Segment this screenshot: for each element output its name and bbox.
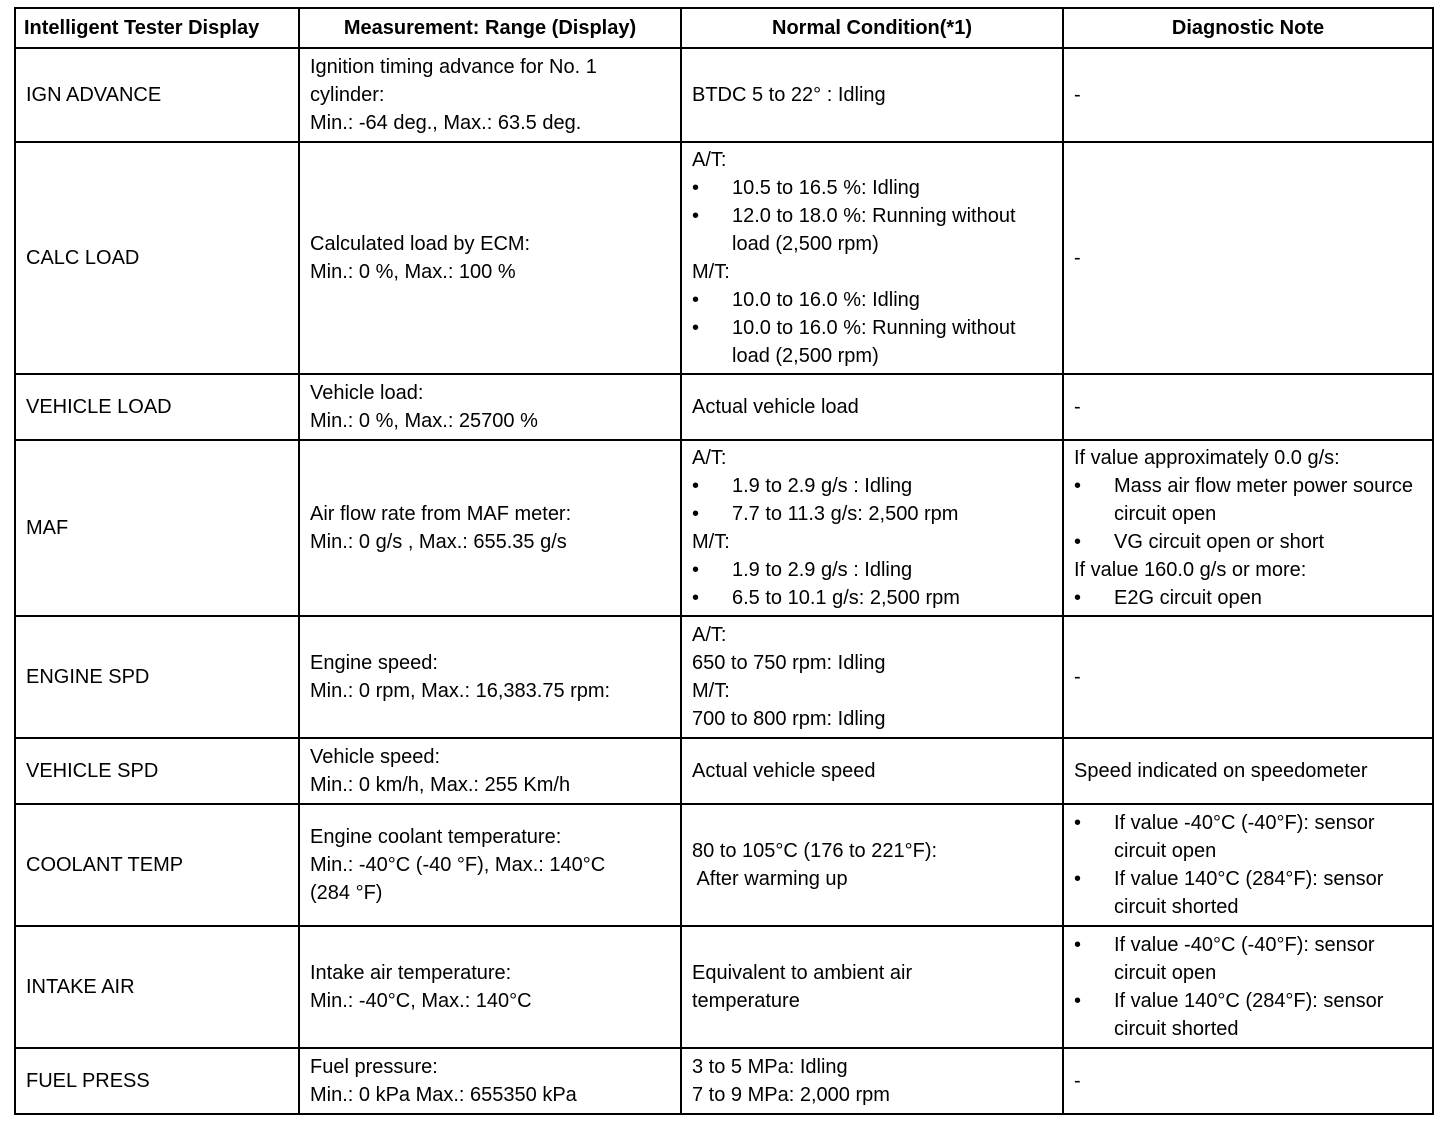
text-line: Equivalent to ambient air bbox=[692, 962, 913, 984]
note-cell bbox=[1063, 48, 1433, 142]
table-row bbox=[15, 738, 1433, 804]
display-cell: FUEL PRESS bbox=[15, 1048, 299, 1114]
bullet-item: • 1.9 to 2.9 g/s : Idling bbox=[692, 556, 1052, 584]
table-row bbox=[15, 804, 1433, 926]
range-cell bbox=[299, 926, 681, 1048]
bullet-item: • 10.0 to 16.0 %: Running without load (2,500 rpm) bbox=[692, 314, 1052, 370]
text-line: M/T: bbox=[692, 680, 730, 702]
display-cell: CALC LOAD bbox=[15, 142, 299, 374]
text-line: M/T: bbox=[692, 261, 730, 283]
bullet-item: • If value -40°C (-40°F): sensor circuit open bbox=[1074, 809, 1422, 865]
text-line: Min.: -40°C, Max.: 140°C bbox=[310, 990, 532, 1012]
header-row bbox=[15, 8, 1433, 48]
bullet-item: • If value 140°C (284°F): sensor circuit shorted bbox=[1074, 987, 1422, 1043]
range-cell bbox=[299, 804, 681, 926]
bullet-item: • 7.7 to 11.3 g/s: 2,500 rpm bbox=[692, 500, 1052, 528]
range-cell bbox=[299, 142, 681, 374]
range-cell bbox=[299, 440, 681, 616]
bullet-item: • If value 140°C (284°F): sensor circuit shorted bbox=[1074, 865, 1422, 921]
table-row bbox=[15, 374, 1433, 440]
bullet-item: • If value -40°C (-40°F): sensor circuit open bbox=[1074, 931, 1422, 987]
display-cell: COOLANT TEMP bbox=[15, 804, 299, 926]
text-line: Min.: 0 rpm, Max.: 16,383.75 rpm: bbox=[310, 680, 611, 702]
text-line: 7 to 9 MPa: 2,000 rpm bbox=[692, 1084, 890, 1106]
bullet-item: • 6.5 to 10.1 g/s: 2,500 rpm bbox=[692, 584, 1052, 612]
text-line: 700 to 800 rpm: Idling bbox=[692, 708, 886, 730]
range-cell bbox=[299, 374, 681, 440]
text-line: Min.: 0 %, Max.: 25700 % bbox=[310, 410, 538, 432]
display-cell: IGN ADVANCE bbox=[15, 48, 299, 142]
normal-cell bbox=[681, 374, 1063, 440]
note-cell bbox=[1063, 804, 1433, 926]
text-line: Min.: 0 g/s , Max.: 655.35 g/s bbox=[310, 531, 567, 553]
text-line: Actual vehicle speed bbox=[692, 760, 876, 782]
text-line: - bbox=[1074, 396, 1081, 418]
text-line: Air flow rate from MAF meter: bbox=[310, 503, 572, 525]
note-cell bbox=[1063, 926, 1433, 1048]
text-line: A/T: bbox=[692, 624, 727, 646]
bullet-item: • Mass air flow meter power source circuit open bbox=[1074, 472, 1422, 528]
text-line: M/T: bbox=[692, 531, 730, 553]
range-cell bbox=[299, 616, 681, 738]
bullet-item: • VG circuit open or short bbox=[1074, 528, 1422, 556]
range-cell bbox=[299, 48, 681, 142]
display-cell: INTAKE AIR bbox=[15, 926, 299, 1048]
display-cell: VEHICLE LOAD bbox=[15, 374, 299, 440]
note-cell bbox=[1063, 1048, 1433, 1114]
text-line: If value approximately 0.0 g/s: bbox=[1074, 447, 1340, 469]
text-line: Engine speed: bbox=[310, 652, 438, 674]
text-line: - bbox=[1074, 1070, 1081, 1092]
text-line: Min.: 0 km/h, Max.: 255 Km/h bbox=[310, 774, 571, 796]
data-list-table bbox=[14, 7, 1434, 1115]
text-line: Intake air temperature: bbox=[310, 962, 512, 984]
text-line: - bbox=[1074, 84, 1081, 106]
normal-cell bbox=[681, 738, 1063, 804]
text-line: Vehicle load: bbox=[310, 382, 424, 404]
display-cell: VEHICLE SPD bbox=[15, 738, 299, 804]
text-line: BTDC 5 to 22° : Idling bbox=[692, 84, 886, 106]
text-line: Engine coolant temperature: bbox=[310, 826, 562, 848]
note-cell bbox=[1063, 374, 1433, 440]
text-line: - bbox=[1074, 247, 1081, 269]
note-cell bbox=[1063, 440, 1433, 616]
bullet-item: • 10.0 to 16.0 %: Idling bbox=[692, 286, 1052, 314]
header-normal: Normal Condition(*1) bbox=[681, 8, 1063, 48]
bullet-item: • 1.9 to 2.9 g/s : Idling bbox=[692, 472, 1052, 500]
range-cell bbox=[299, 738, 681, 804]
display-cell: MAF bbox=[15, 440, 299, 616]
note-cell bbox=[1063, 616, 1433, 738]
text-line: 80 to 105°C (176 to 221°F): bbox=[692, 840, 938, 862]
bullet-item: • 12.0 to 18.0 %: Running without load (2,500 rpm) bbox=[692, 202, 1052, 258]
text-line: temperature bbox=[692, 990, 800, 1012]
header-note: Diagnostic Note bbox=[1063, 8, 1433, 48]
text-line: Actual vehicle load bbox=[692, 396, 859, 418]
display-cell: ENGINE SPD bbox=[15, 616, 299, 738]
text-line: 3 to 5 MPa: Idling bbox=[692, 1056, 848, 1078]
header-display: Intelligent Tester Display bbox=[15, 8, 299, 48]
normal-cell bbox=[681, 926, 1063, 1048]
bullet-item: • E2G circuit open bbox=[1074, 584, 1422, 612]
table-row bbox=[15, 1048, 1433, 1114]
text-line: (284 °F) bbox=[310, 882, 383, 904]
text-line: Fuel pressure: bbox=[310, 1056, 438, 1078]
text-line: Min.: 0 kPa Max.: 655350 kPa bbox=[310, 1084, 577, 1106]
text-line: A/T: bbox=[692, 447, 727, 469]
text-line: Min.: -64 deg., Max.: 63.5 deg. bbox=[310, 112, 582, 134]
table-row bbox=[15, 440, 1433, 616]
normal-cell bbox=[681, 48, 1063, 142]
normal-cell bbox=[681, 616, 1063, 738]
table-row bbox=[15, 926, 1433, 1048]
note-cell bbox=[1063, 142, 1433, 374]
text-line: Min.: -40°C (-40 °F), Max.: 140°C bbox=[310, 854, 606, 876]
text-line: If value 160.0 g/s or more: bbox=[1074, 559, 1307, 581]
range-cell bbox=[299, 1048, 681, 1114]
text-line: Ignition timing advance for No. 1 bbox=[310, 56, 597, 78]
text-line: A/T: bbox=[692, 149, 727, 171]
text-line: 650 to 750 rpm: Idling bbox=[692, 652, 886, 674]
text-line: cylinder: bbox=[310, 84, 385, 106]
text-line: Calculated load by ECM: bbox=[310, 233, 531, 255]
header-range: Measurement: Range (Display) bbox=[299, 8, 681, 48]
note-cell bbox=[1063, 738, 1433, 804]
normal-cell bbox=[681, 804, 1063, 926]
table-row bbox=[15, 142, 1433, 374]
text-line: Vehicle speed: bbox=[310, 746, 441, 768]
text-line: - bbox=[1074, 666, 1081, 688]
normal-cell bbox=[681, 440, 1063, 616]
table-row bbox=[15, 48, 1433, 142]
bullet-item: • 10.5 to 16.5 %: Idling bbox=[692, 174, 1052, 202]
text-line: Min.: 0 %, Max.: 100 % bbox=[310, 261, 516, 283]
normal-cell bbox=[681, 142, 1063, 374]
table-row bbox=[15, 616, 1433, 738]
text-line: After warming up bbox=[692, 868, 848, 890]
text-line: Speed indicated on speedometer bbox=[1074, 760, 1368, 782]
normal-cell bbox=[681, 1048, 1063, 1114]
